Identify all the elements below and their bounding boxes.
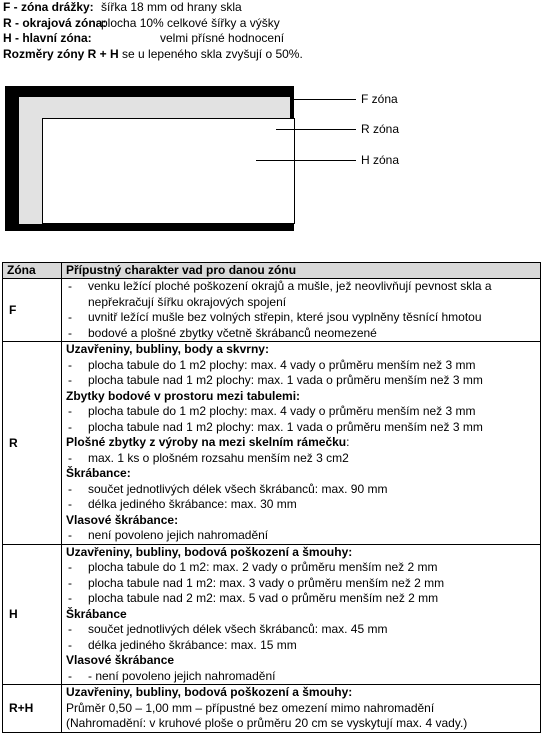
list-item: - plocha tabule do 1 m2 plochy: max. 4 vady o průměru menším než 3 mm [68, 404, 476, 418]
section-heading: Škrábance: [66, 466, 131, 480]
legend-note-bold: Rozměry zóny R + H [3, 46, 119, 61]
section-heading: Plošné zbytky z výroby na mezi skelním rámečku: [66, 435, 350, 449]
legend-key-r: R - okrajová zóna: [3, 15, 107, 30]
desc-cell-f [62, 279, 541, 342]
table-header-row [3, 263, 541, 279]
legend-row-f [3, 0, 303, 16]
section-heading: Uzavřeniny, bubliny, bodová poškození a šmouhy: [66, 685, 353, 699]
f-zone-label: F zóna [361, 92, 398, 106]
list-item: - plocha tabule do 1 m2 plochy: max. 4 vady o průměru menším než 3 mm [68, 357, 476, 372]
legend-value-r: plocha 10% celkové šířky a výšky [101, 15, 280, 30]
desc-cell-r [62, 342, 541, 545]
desc-cell-rh [62, 685, 541, 733]
section-heading: Uzavřeniny, bubliny, bodová poškození a šmouhy: [66, 544, 353, 559]
list-item: - součet jednotlivých délek všech škrábanců: max. 45 mm [68, 622, 388, 636]
section-heading: Zbytky bodové v prostoru mezi tabulemi: [66, 388, 301, 403]
zone-diagram [0, 84, 544, 234]
legend [3, 0, 303, 62]
r-zone-leader [276, 129, 356, 130]
list-item: - součet jednotlivých délek všech škrábanců: max. 90 mm [68, 481, 388, 496]
legend-note [3, 47, 303, 63]
legend-row-h [3, 31, 303, 47]
rh-line-1: Průměr 0,50 – 1,00 mm – přípustné bez omezení mimo nahromadění [66, 700, 435, 715]
legend-key-f: F - zóna drážky: [3, 0, 94, 14]
list-item: - - není povoleno jejich nahromadění [68, 668, 276, 683]
table-row-rh [3, 685, 541, 733]
list-item: - max. 1 ks o plošném rozsahu menším než 3 cm2 [68, 450, 349, 465]
zone-cell-r: R [3, 342, 62, 545]
r-zone-band [19, 97, 290, 224]
table-row-r [3, 342, 541, 545]
zone-cell-rh: R+H [3, 685, 62, 733]
section-heading: Vlasové škrábance [66, 653, 175, 667]
table-row-f [3, 279, 541, 342]
zone-cell-f: F [3, 279, 62, 342]
list-item: - délka jediného škrábance: max. 30 mm [68, 497, 297, 511]
desc-cell-h [62, 544, 541, 685]
list-item: - plocha tabule nad 1 m2 plochy: max. 1 vada o průměru menším než 3 mm [68, 373, 483, 387]
section-heading: Škrábance [66, 606, 127, 621]
zone-defects-table [2, 262, 541, 733]
list-item: - venku ležící ploché poškození okrajů a mušle, jež neovlivňují pevnost skla a nepřekračují šířku okrajových spojení [68, 279, 492, 309]
list-item: - uvnitř ležící mušle bez volných střepin, které jsou vyplněny těsnící hmotou [68, 310, 482, 324]
list-item: - plocha tabule do 1 m2: max. 2 vady o průměru menším než 2 mm [68, 560, 438, 574]
rh-line-2: (Nahromadění: v kruhové ploše o průměru 20 cm se vyskytují max. 4 vady.) [66, 716, 468, 730]
h-zone-area [42, 118, 295, 224]
section-heading: Uzavřeniny, bubliny, body a skvrny: [66, 342, 269, 356]
zone-cell-h: H [3, 544, 62, 685]
table-row-h [3, 544, 541, 685]
legend-key-h: H - hlavní zóna: [3, 31, 92, 45]
section-heading: Vlasové škrábance: [66, 512, 179, 527]
list-item: - bodové a plošné zbytky včetně škrábanců neomezené [68, 325, 377, 340]
r-zone-label: R zóna [361, 122, 400, 136]
list-item: - není povoleno jejich nahromadění [68, 528, 269, 542]
f-zone-frame [5, 86, 294, 231]
legend-value-f: šířka 18 mm od hrany skla [101, 0, 242, 14]
h-zone-leader [256, 160, 356, 161]
list-item: - délka jediného škrábance: max. 15 mm [68, 637, 297, 652]
legend-note-rest: se u lepeného skla zvyšují o 50%. [118, 46, 303, 61]
legend-row-r [3, 16, 303, 32]
list-item: - plocha tabule nad 1 m2: max. 3 vady o průměru menším než 2 mm [68, 575, 445, 590]
list-item: - plocha tabule nad 2 m2: max. 5 vad o průměru menším než 2 mm [68, 591, 439, 605]
list-item: - plocha tabule nad 1 m2 plochy: max. 1 vada o průměru menším než 3 mm [68, 419, 483, 434]
header-zone: Zóna [3, 263, 62, 279]
header-description: Přípustný charakter vad pro danou zónu [62, 263, 541, 279]
legend-value-h: velmi přísné hodnocení [160, 31, 285, 45]
h-zone-label: H zóna [361, 153, 400, 167]
f-zone-leader [294, 99, 356, 100]
